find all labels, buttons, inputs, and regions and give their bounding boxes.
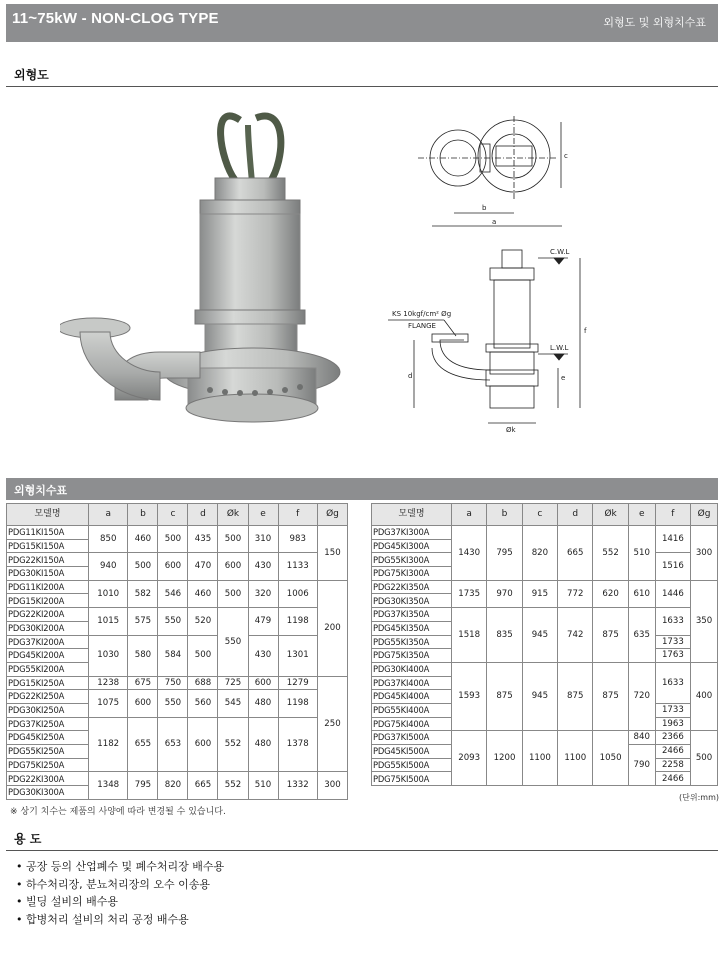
cell-f: 1301 <box>278 635 317 676</box>
dimension-table-title: 외형치수표 <box>14 484 68 497</box>
cell-d: 520 <box>188 608 218 635</box>
model-cell: PDG45KI350A <box>372 621 452 635</box>
uses-section-title: 용 도 <box>14 832 42 846</box>
dimension-table-right <box>371 503 718 786</box>
table-row <box>372 608 718 622</box>
section-divider <box>6 850 718 851</box>
cell-e: 840 <box>628 731 655 745</box>
cell-c: 750 <box>158 676 188 690</box>
dim-label-d: d <box>408 372 413 380</box>
header-bar <box>6 4 718 42</box>
list-item: • 공장 등의 산업폐수 및 폐수처리장 배수용 <box>16 858 224 876</box>
dimension-table-left <box>6 503 348 800</box>
col-header-c: c <box>522 504 557 526</box>
model-cell: PDG22KI350A <box>372 580 452 594</box>
cell-a: 1238 <box>89 676 128 690</box>
cell-e: 610 <box>628 580 655 607</box>
dim-label-k: Øk <box>506 426 516 434</box>
table-row <box>7 690 348 704</box>
cell-k: 875 <box>593 608 628 663</box>
table-row <box>372 580 718 594</box>
model-cell: PDG37KI200A <box>7 635 89 649</box>
cell-c: 820 <box>158 772 188 799</box>
cwl-label: C.W.L <box>550 248 570 256</box>
cell-b: 655 <box>128 717 158 772</box>
model-cell: PDG75KI400A <box>372 717 452 731</box>
cell-g: 300 <box>691 526 718 581</box>
cell-a: 1430 <box>452 526 487 581</box>
cell-e: 430 <box>248 635 278 676</box>
cell-k: 550 <box>218 608 248 676</box>
cell-e: 510 <box>248 772 278 799</box>
table-row <box>7 635 348 649</box>
col-header-g: Øg <box>317 504 347 526</box>
outline-drawing <box>378 108 610 438</box>
cell-c: 550 <box>158 690 188 717</box>
dim-label-c: c <box>564 152 568 160</box>
cell-d: 560 <box>188 690 218 717</box>
cell-b: 970 <box>487 580 522 607</box>
cell-b: 500 <box>128 553 158 580</box>
cell-f: 983 <box>278 526 317 553</box>
cell-b: 675 <box>128 676 158 690</box>
cell-d: 688 <box>188 676 218 690</box>
model-cell: PDG30KI400A <box>372 662 452 676</box>
cell-e: 320 <box>248 580 278 607</box>
table-row <box>7 772 348 786</box>
cell-g: 200 <box>317 580 347 676</box>
col-header-b: b <box>128 504 158 526</box>
col-header-d: d <box>188 504 218 526</box>
cell-g: 350 <box>691 580 718 662</box>
cell-c: 500 <box>158 526 188 553</box>
cell-g: 250 <box>317 676 347 772</box>
cell-a: 1593 <box>452 662 487 730</box>
cell-k: 552 <box>218 717 248 772</box>
cell-d: 875 <box>558 662 593 730</box>
model-cell: PDG55KI300A <box>372 553 452 567</box>
cell-f: 1516 <box>655 553 690 580</box>
cell-f: 1332 <box>278 772 317 799</box>
table-row <box>7 553 348 567</box>
cell-f: 1963 <box>655 717 690 731</box>
cell-a: 1735 <box>452 580 487 607</box>
cell-d: 435 <box>188 526 218 553</box>
cell-d: 1100 <box>558 731 593 786</box>
cell-b: 835 <box>487 608 522 663</box>
model-cell: PDG45KI200A <box>7 649 89 663</box>
cell-b: 575 <box>128 608 158 635</box>
cell-k: 725 <box>218 676 248 690</box>
model-cell: PDG55KI200A <box>7 662 89 676</box>
model-cell: PDG45KI250A <box>7 731 89 745</box>
model-cell: PDG11KI200A <box>7 580 89 594</box>
pump-photo <box>60 100 360 445</box>
table-row <box>7 526 348 540</box>
table-row <box>7 676 348 690</box>
col-header-e: e <box>248 504 278 526</box>
model-cell: PDG15KI150A <box>7 539 89 553</box>
cell-d: 772 <box>558 580 593 607</box>
model-cell: PDG37KI250A <box>7 717 89 731</box>
list-item: • 합병처리 설비의 처리 공정 배수용 <box>16 911 224 929</box>
model-cell: PDG22KI250A <box>7 690 89 704</box>
col-header-f: f <box>655 504 690 526</box>
page-subtitle: 외형도 및 외형치수표 <box>603 16 706 29</box>
cell-a: 2093 <box>452 731 487 786</box>
cell-e: 720 <box>628 662 655 730</box>
table-row <box>372 662 718 676</box>
cell-a: 1030 <box>89 635 128 676</box>
cell-k: 875 <box>593 662 628 730</box>
cell-a: 1348 <box>89 772 128 799</box>
model-cell: PDG45KI400A <box>372 690 452 704</box>
col-header-k: Øk <box>593 504 628 526</box>
cell-f: 1733 <box>655 703 690 717</box>
model-cell: PDG55KI500A <box>372 758 452 772</box>
model-cell: PDG11KI150A <box>7 526 89 540</box>
model-cell: PDG15KI200A <box>7 594 89 608</box>
cell-a: 1010 <box>89 580 128 607</box>
cell-f: 1198 <box>278 690 317 717</box>
cell-f: 2258 <box>655 758 690 772</box>
cell-c: 1100 <box>522 731 557 786</box>
model-cell: PDG75KI350A <box>372 649 452 663</box>
model-cell: PDG45KI300A <box>372 539 452 553</box>
cell-k: 620 <box>593 580 628 607</box>
cell-k: 552 <box>218 772 248 799</box>
model-cell: PDG55KI350A <box>372 635 452 649</box>
model-cell: PDG37KI350A <box>372 608 452 622</box>
list-item: • 빌딩 설비의 배수용 <box>16 893 224 911</box>
section-divider <box>6 86 718 87</box>
spec-note: ※ 상기 치수는 제품의 사양에 따라 변경될 수 있습니다. <box>10 807 226 817</box>
cell-c: 945 <box>522 662 557 730</box>
cell-e: 600 <box>248 676 278 690</box>
model-cell: PDG22KI150A <box>7 553 89 567</box>
model-cell: PDG37KI400A <box>372 676 452 690</box>
table-header-row <box>372 504 718 526</box>
cell-c: 550 <box>158 608 188 635</box>
cell-g: 400 <box>691 662 718 730</box>
cell-f: 2466 <box>655 772 690 786</box>
flange-label: KS 10kgf/cm² Øg <box>392 310 452 318</box>
dim-label-e: e <box>561 374 566 382</box>
model-cell: PDG22KI200A <box>7 608 89 622</box>
model-cell: PDG75KI500A <box>372 772 452 786</box>
col-header-e: e <box>628 504 655 526</box>
cell-c: 653 <box>158 717 188 772</box>
flange-label-2: FLANGE <box>408 322 436 330</box>
cell-b: 580 <box>128 635 158 676</box>
cell-e: 510 <box>628 526 655 581</box>
cell-f: 1763 <box>655 649 690 663</box>
cell-b: 600 <box>128 690 158 717</box>
uses-list <box>16 858 224 928</box>
cell-d: 600 <box>188 717 218 772</box>
cell-e: 480 <box>248 717 278 772</box>
cell-e: 430 <box>248 553 278 580</box>
cell-f: 1633 <box>655 608 690 635</box>
model-cell: PDG55KI400A <box>372 703 452 717</box>
cell-g: 500 <box>691 731 718 786</box>
model-cell: PDG30KI250A <box>7 703 89 717</box>
dimension-table-header <box>6 478 718 500</box>
model-cell: PDG37KI500A <box>372 731 452 745</box>
cell-f: 1378 <box>278 717 317 772</box>
cell-g: 150 <box>317 526 347 581</box>
col-header-model: 모델명 <box>7 504 89 526</box>
table-row <box>7 608 348 622</box>
cell-e: 480 <box>248 690 278 717</box>
table-row <box>7 580 348 594</box>
dim-label-f: f <box>584 327 587 335</box>
cell-c: 945 <box>522 608 557 663</box>
cell-g: 300 <box>317 772 347 799</box>
col-header-d: d <box>558 504 593 526</box>
col-header-b: b <box>487 504 522 526</box>
cell-f: 1279 <box>278 676 317 690</box>
model-cell: PDG15KI250A <box>7 676 89 690</box>
model-cell: PDG22KI300A <box>7 772 89 786</box>
model-cell: PDG30KI350A <box>372 594 452 608</box>
model-cell: PDG30KI150A <box>7 567 89 581</box>
unit-label: (단위:mm) <box>679 793 719 802</box>
model-cell: PDG45KI500A <box>372 745 452 759</box>
cell-b: 875 <box>487 662 522 730</box>
cell-b: 1200 <box>487 731 522 786</box>
cell-c: 546 <box>158 580 188 607</box>
dim-label-a: a <box>492 218 497 226</box>
cell-k: 600 <box>218 553 248 580</box>
table-header-row <box>7 504 348 526</box>
cell-k: 1050 <box>593 731 628 786</box>
col-header-model: 모델명 <box>372 504 452 526</box>
cell-f: 1198 <box>278 608 317 635</box>
table-row <box>372 526 718 540</box>
cell-c: 600 <box>158 553 188 580</box>
cell-d: 460 <box>188 580 218 607</box>
model-cell: PDG30KI300A <box>7 786 89 800</box>
cell-a: 850 <box>89 526 128 553</box>
lwl-label: L.W.L <box>550 344 569 352</box>
cell-k: 552 <box>593 526 628 581</box>
cell-e: 310 <box>248 526 278 553</box>
cell-a: 940 <box>89 553 128 580</box>
cell-d: 742 <box>558 608 593 663</box>
col-header-a: a <box>452 504 487 526</box>
cell-k: 500 <box>218 580 248 607</box>
cell-f: 1733 <box>655 635 690 649</box>
cell-e: 479 <box>248 608 278 635</box>
cell-f: 1133 <box>278 553 317 580</box>
cell-c: 584 <box>158 635 188 676</box>
cell-d: 500 <box>188 635 218 676</box>
cell-e: 635 <box>628 608 655 663</box>
list-item: • 하수처리장, 분뇨처리장의 오수 이송용 <box>16 876 224 894</box>
cell-c: 820 <box>522 526 557 581</box>
table-row <box>7 717 348 731</box>
cell-f: 1006 <box>278 580 317 607</box>
col-header-f: f <box>278 504 317 526</box>
cell-f: 1446 <box>655 580 690 607</box>
cell-k: 545 <box>218 690 248 717</box>
cell-d: 470 <box>188 553 218 580</box>
page-title: 11~75kW - NON-CLOG TYPE <box>12 10 219 27</box>
cell-b: 460 <box>128 526 158 553</box>
cell-a: 1518 <box>452 608 487 663</box>
cell-a: 1182 <box>89 717 128 772</box>
cell-a: 1015 <box>89 608 128 635</box>
model-cell: PDG75KI300A <box>372 567 452 581</box>
cell-b: 795 <box>128 772 158 799</box>
col-header-g: Øg <box>691 504 718 526</box>
cell-f: 1633 <box>655 662 690 703</box>
cell-k: 500 <box>218 526 248 553</box>
model-cell: PDG55KI250A <box>7 745 89 759</box>
dim-label-b: b <box>482 204 487 212</box>
col-header-a: a <box>89 504 128 526</box>
cell-b: 795 <box>487 526 522 581</box>
model-cell: PDG75KI250A <box>7 758 89 772</box>
cell-f: 1416 <box>655 526 690 553</box>
cell-f: 2466 <box>655 745 690 759</box>
cell-f: 2366 <box>655 731 690 745</box>
cell-e: 790 <box>628 745 655 786</box>
col-header-c: c <box>158 504 188 526</box>
cell-a: 1075 <box>89 690 128 717</box>
model-cell: PDG37KI300A <box>372 526 452 540</box>
cell-c: 915 <box>522 580 557 607</box>
cell-d: 665 <box>558 526 593 581</box>
col-header-k: Øk <box>218 504 248 526</box>
outline-section-title: 외형도 <box>14 68 49 82</box>
table-row <box>372 731 718 745</box>
model-cell: PDG30KI200A <box>7 621 89 635</box>
cell-d: 665 <box>188 772 218 799</box>
cell-b: 582 <box>128 580 158 607</box>
